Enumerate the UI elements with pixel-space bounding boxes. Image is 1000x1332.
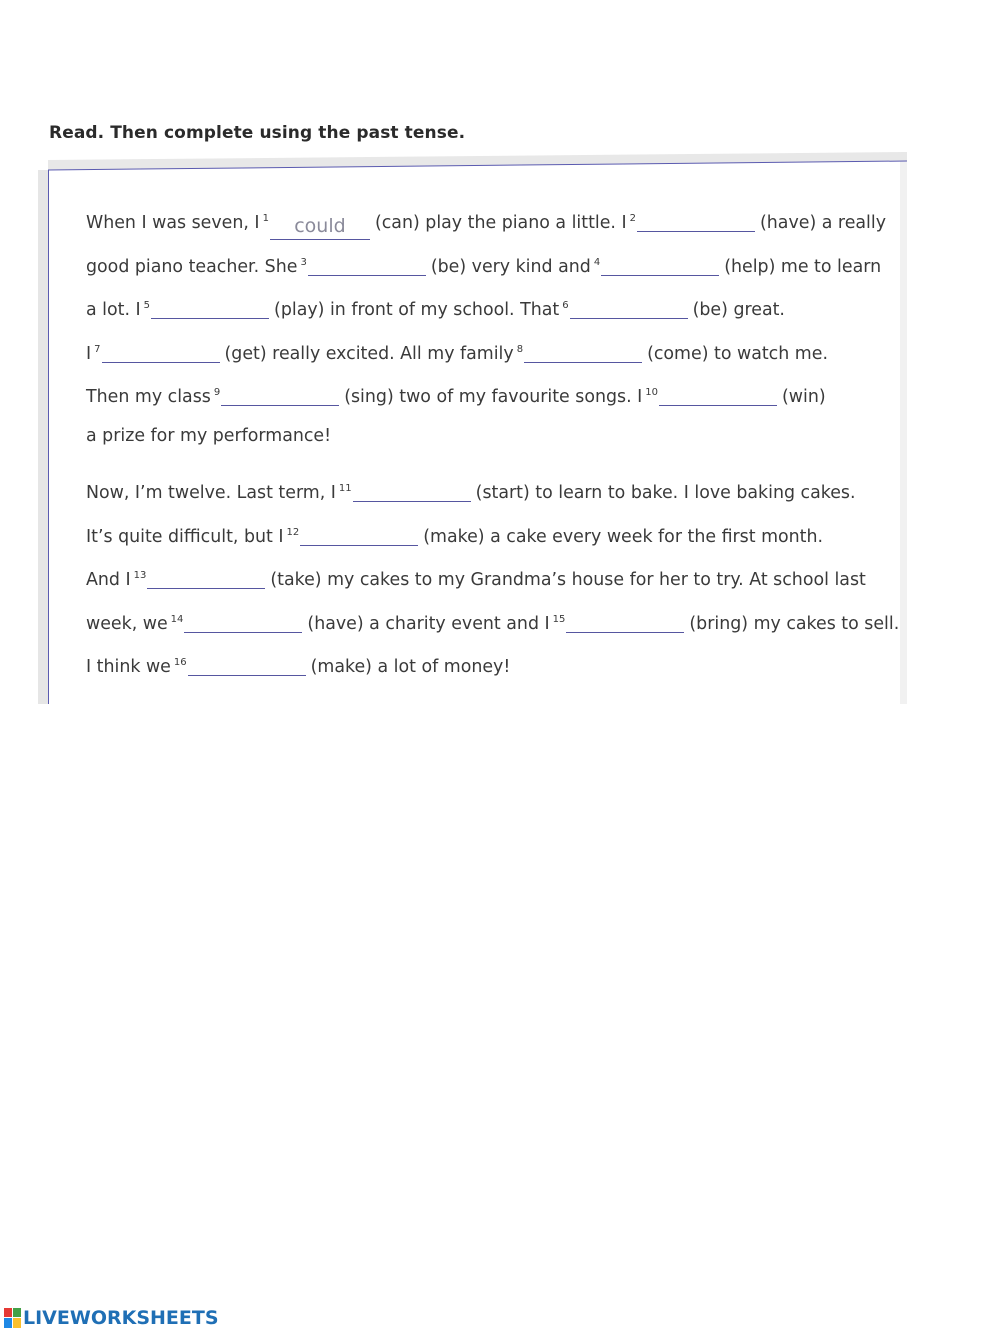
passage-line — [86, 641, 906, 685]
answer-blank[interactable] — [147, 564, 265, 589]
answer-blank[interactable] — [102, 338, 220, 363]
answer-blank[interactable] — [659, 381, 777, 406]
answer-blank[interactable] — [637, 207, 755, 232]
answer-blank[interactable] — [570, 294, 688, 319]
question-number: 2 — [629, 213, 636, 224]
question-number: 9 — [213, 387, 221, 398]
passage-text-segment: (win) — [782, 387, 826, 407]
liveworksheets-logo-icon — [4, 1308, 21, 1328]
question-number: 8 — [516, 343, 524, 355]
question-number: 4 — [593, 256, 601, 268]
answer-blank[interactable] — [300, 521, 418, 546]
passage-text-segment: (can) play the piano a little. I — [374, 213, 627, 233]
question-number: 7 — [94, 343, 101, 355]
passage-text-segment: good piano teacher. She — [86, 256, 298, 277]
answer-blank[interactable] — [151, 294, 269, 319]
question-number: 1 — [262, 213, 269, 224]
passage-text-segment: Now, I’m twelve. Last term, I — [86, 483, 336, 503]
question-number: 14 — [170, 613, 184, 625]
passage-text-segment: week, we — [86, 613, 168, 634]
passage-line — [86, 371, 906, 415]
paragraph-gap — [86, 458, 906, 467]
passage-line — [86, 328, 906, 372]
question-number: 12 — [286, 526, 300, 538]
passage-text-segment: (have) a charity event and I — [307, 613, 550, 634]
passage-line — [86, 467, 906, 511]
passage-text-segment: (come) to watch me. — [647, 343, 828, 364]
question-number: 15 — [552, 613, 566, 625]
passage-line — [86, 241, 906, 285]
passage-text-segment: Then my class — [86, 387, 211, 407]
question-number: 10 — [645, 387, 659, 398]
question-number: 13 — [133, 570, 147, 581]
answer-blank[interactable] — [353, 477, 471, 502]
answer-blank[interactable] — [184, 608, 302, 633]
logo-text: LIVEWORKSHEETS — [23, 1307, 219, 1329]
question-number: 3 — [300, 256, 307, 268]
answer-blank[interactable] — [188, 651, 306, 676]
passage-text-segment: (have) a really — [759, 213, 887, 233]
passage-text-segment: (sing) two of my favourite songs. I — [344, 387, 643, 407]
passage-text-segment: I — [86, 343, 92, 364]
answer-blank[interactable] — [308, 251, 426, 276]
passage-text-segment: (bring) my cakes to sell. — [689, 613, 900, 634]
passage-text-segment: (play) in front of my school. That — [274, 300, 560, 320]
passage-text-segment: (start) to learn to bake. I love baking cakes. — [475, 483, 856, 503]
passage-text-segment: It’s quite difficult, but I — [86, 526, 284, 547]
answer-blank[interactable] — [601, 251, 719, 276]
answer-blank[interactable] — [221, 381, 339, 406]
liveworksheets-logo[interactable] — [4, 1306, 219, 1330]
passage-line — [86, 511, 906, 555]
passage-line — [86, 197, 906, 241]
passage-text-segment: When I was seven, I — [86, 213, 260, 233]
passage-text-segment: (help) me to learn — [724, 256, 882, 277]
passage-text-segment: (make) a lot of money! — [310, 657, 511, 677]
passage-text-segment: a prize for my performance! — [86, 425, 332, 446]
passage-line — [86, 284, 906, 328]
exercise-instruction: Read. Then complete using the past tense. — [49, 123, 466, 143]
question-number: 6 — [562, 300, 569, 311]
passage-text-segment: (be) great. — [692, 300, 785, 320]
question-number: 16 — [173, 657, 187, 668]
passage-text-segment: And I — [86, 570, 131, 590]
passage-text-segment: I think we — [86, 657, 171, 677]
answer-blank[interactable] — [524, 338, 642, 363]
question-number: 11 — [338, 483, 352, 494]
question-number: 5 — [143, 300, 151, 311]
passage-text-segment: (make) a cake every week for the first month. — [423, 526, 824, 547]
passage-line — [86, 554, 906, 598]
passage-text-segment: (get) really excited. All my family — [224, 343, 514, 364]
passage-text-segment: (take) my cakes to my Grandma’s house for her to try. At school last — [270, 570, 866, 590]
passage-line — [86, 415, 906, 459]
passage-text-segment: a lot. I — [86, 300, 141, 320]
passage-text — [86, 197, 906, 685]
answer-blank[interactable] — [566, 608, 684, 633]
passage-text-segment: (be) very kind and — [430, 256, 591, 277]
answer-blank-example[interactable]: could — [270, 215, 370, 240]
passage-line — [86, 598, 906, 642]
